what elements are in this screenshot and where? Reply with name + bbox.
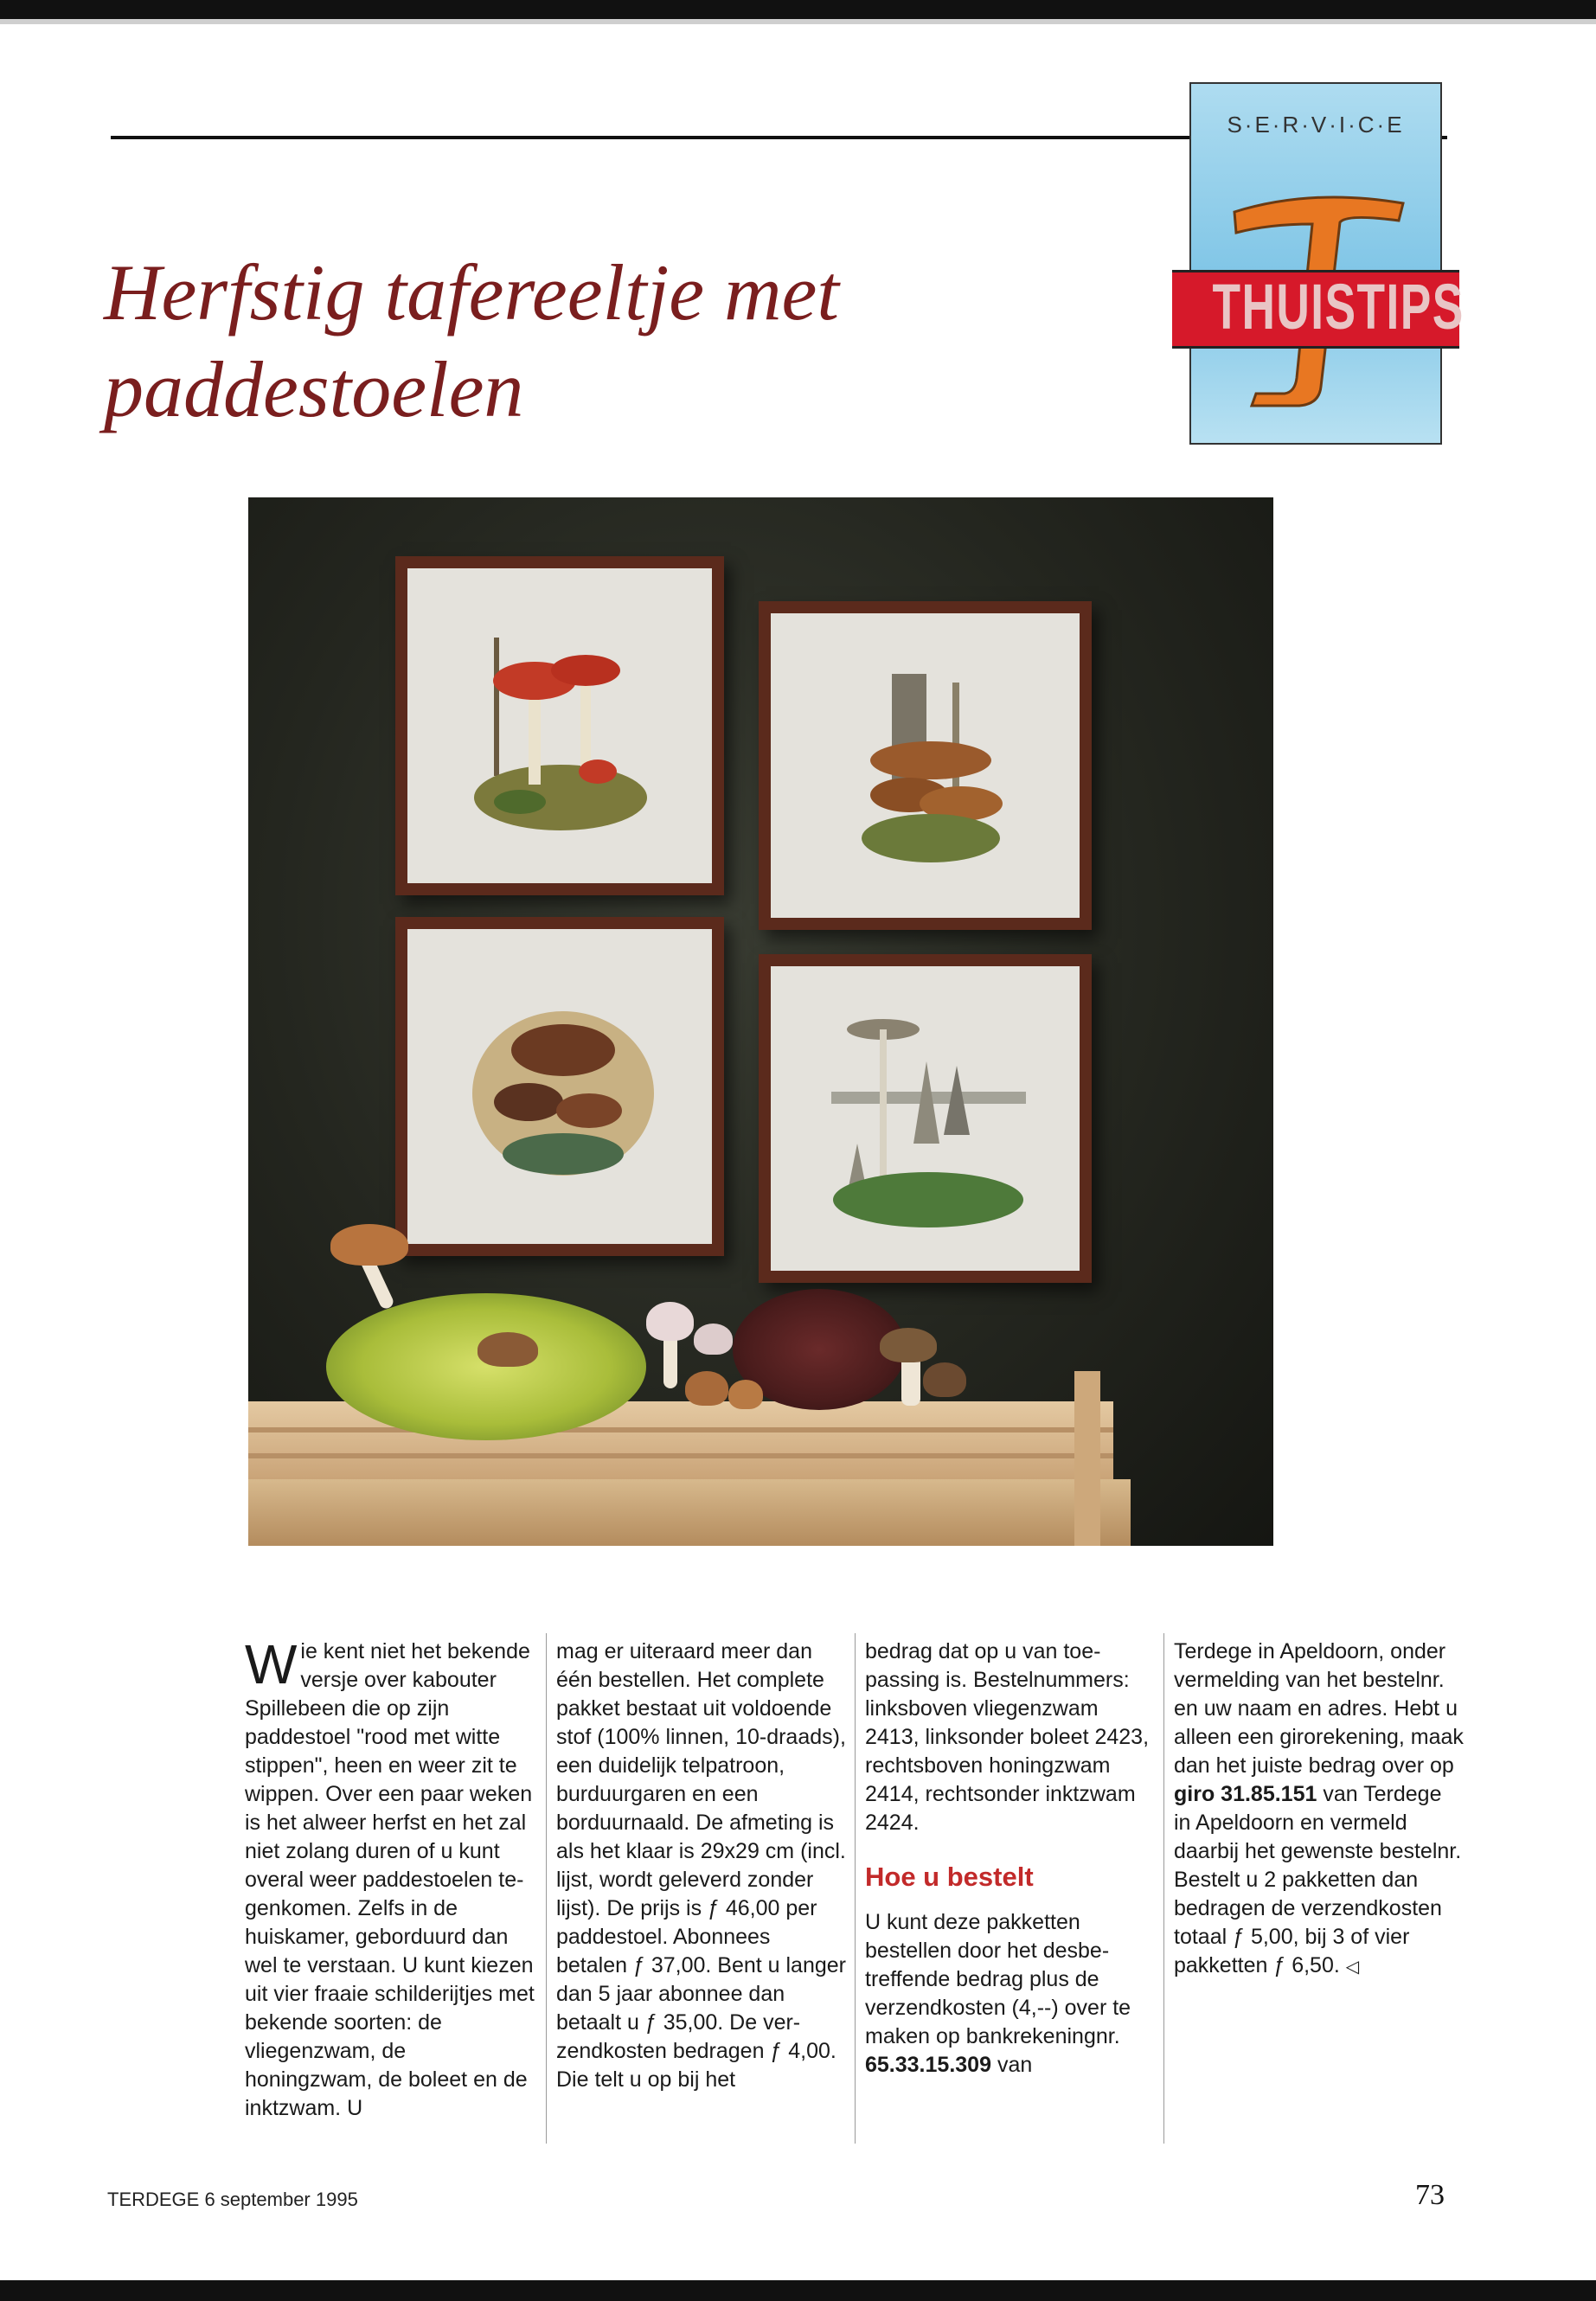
- article-column-3: [865, 1638, 1155, 2080]
- end-of-article-icon: ◁: [1345, 1958, 1360, 1977]
- column-divider: [546, 1633, 547, 2144]
- page-number: 73: [1415, 2179, 1445, 2211]
- honey-fungus-embroidery: [840, 665, 1022, 873]
- publication-footer: TERDEGE 6 september 1995: [107, 2189, 358, 2210]
- title-line-2: paddestoelen: [104, 345, 524, 433]
- scan-bottom-edge: [0, 2280, 1596, 2301]
- frame-mat: [407, 568, 712, 883]
- column-divider: [855, 1633, 856, 2144]
- mushroom-cap: [330, 1224, 408, 1266]
- column-4-text-b: van Terdege in Apeldoorn en vermeld daarbij het gewenste bestelnr. Bestelt u 2 pakketten dan bedragen de verzendkosten totaal ƒ 5,00, bij 3 of vier pakketten ƒ 6,50.: [1174, 1782, 1462, 1977]
- frame-mat: [407, 929, 712, 1244]
- article-column-4: [1174, 1638, 1464, 1982]
- shelf-slat: [248, 1453, 1113, 1458]
- bolete-embroidery: [468, 990, 658, 1189]
- article-title: [104, 244, 1099, 438]
- column-4-text-a: Terdege in Apeldoorn, onder vermelding van het bestelnr. en uw naam en adres. Hebt u alleen een girorekening, maak dan het juiste bedrag over op: [1174, 1639, 1464, 1778]
- mushroom-cap: [880, 1328, 937, 1362]
- logo-wordmark: THUISTIPS: [1212, 271, 1465, 343]
- order-text: U kunt deze pakketten bestellen door het desbetreffende bedrag plus de verzendkosten (4,--) over te maken op bankrekeningnr.: [865, 1910, 1131, 2048]
- column-4-paragraph: [1174, 1638, 1464, 1982]
- frame-top-right: [759, 601, 1092, 930]
- mushroom-cap: [694, 1324, 733, 1355]
- frame-top-left: [395, 556, 724, 895]
- column-1-paragraph: [245, 1633, 535, 2123]
- bank-account-number: 65.33.15.309: [865, 2053, 991, 2077]
- thuistips-logo: [1189, 82, 1465, 445]
- order-subheading: Hoe u bestelt: [865, 1862, 1034, 1892]
- fly-agaric-embroidery: [468, 620, 653, 836]
- mushroom-cap: [646, 1302, 694, 1341]
- frame-bottom-left: [395, 917, 724, 1256]
- column-2-text: mag er uiteraard meer dan één bestellen. Het complete pakket bestaat uit voldoende stof (100% linnen, 10-draads), een duidelijk telpatroon, burduurgaren en een borduurnaald. De afmeting is als het klaar is 29x29 cm (incl. lijst, wordt geleverd zonder lijst). De prijs is ƒ 46,00 per paddestoel. Abonnees betalen ƒ 37,00. Bent u langer dan 5 jaar abonnee dan betaalt u ƒ 35,00. De verzendkosten bedragen ƒ 4,00. Die telt u op bij het: [556, 1639, 846, 2092]
- article-column-1: [245, 1633, 535, 2123]
- mushroom-cap: [728, 1380, 763, 1409]
- framed-embroidery-photo: [248, 497, 1273, 1546]
- title-line-1: Herfstig tafereeltje met: [104, 248, 839, 336]
- endive-greens: [326, 1293, 646, 1440]
- column-divider: [1163, 1633, 1164, 2144]
- giro-number: giro 31.85.151: [1174, 1782, 1317, 1806]
- shelf-slat: [248, 1427, 1113, 1433]
- mushroom-cap: [685, 1371, 728, 1406]
- frame-mat: [771, 613, 1080, 918]
- frame-mat: [771, 966, 1080, 1271]
- column-3-intro: bedrag dat op u van toepassing is. Bestelnummers: linksboven vliegenzwam 2413, linksonder boleet 2423, rechtsboven honingzwam 2414, rechtsonder inktzwam 2424.: [865, 1639, 1150, 1835]
- scan-top-shadow: [0, 19, 1596, 24]
- column-1-text: ie kent niet het bekende versje over kabouter Spillebeen die op zijn paddestoel "rood met witte stippen", heen en weer zit te wippen. Over een paar weken is het alweer herfst en het zal niet zolang duren of u kunt overal weer paddestoelen tegenkomen. Zelfs in de huiskamer, geborduurd dan wel te verstaan. U kunt kiezen uit vier fraaie schilderijtjes met bekende soorten: de vliegenzwam, de honingzwam, de boleet en de inktzwam. U: [245, 1639, 535, 2120]
- mushroom-cap: [478, 1332, 538, 1367]
- ink-cap-embroidery: [831, 1014, 1026, 1230]
- shelf-post: [1074, 1371, 1100, 1546]
- drop-cap: W: [245, 1633, 298, 1695]
- order-text-end: van: [997, 2053, 1033, 2077]
- article-column-2: [556, 1638, 846, 2094]
- order-paragraph: [865, 1908, 1155, 2080]
- scan-top-edge: [0, 0, 1596, 19]
- frame-bottom-right: [759, 954, 1092, 1283]
- logo-service-label: S·E·R·V·I·C·E: [1227, 112, 1405, 138]
- mushroom-cap: [923, 1362, 966, 1397]
- wooden-shelf-front: [248, 1479, 1131, 1546]
